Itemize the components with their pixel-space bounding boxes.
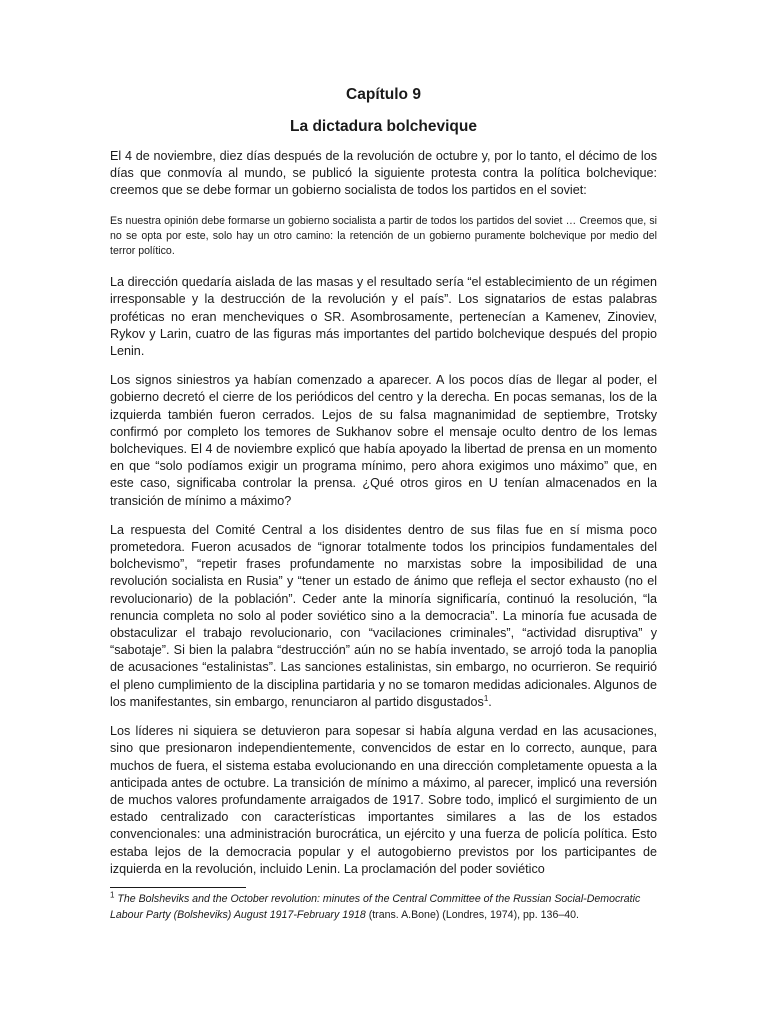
footnote xyxy=(110,891,657,923)
paragraph-4: La respuesta del Comité Central a los disidentes dentro de sus filas fue en sí misma poco prometedora. Fueron acusados de “ignorar totalmente todos los principios fundamentales del bolchevismo”, “repetir frases profundamente no marxistas sobre la imposibilidad de una revolución socialista en Rusia” y “tener un estado de ánimo que refleja el sector exhausto (no el revolucionario) de la población”. Ceder ante la minoría significaría, continuó la resolución, “la renuncia completa no solo al poder soviético sino a la democracia”. La minoría fue acusada de obstaculizar el trabajo revolucionario, con “vacilaciones criminales”, “actividad disruptiva” y “sabotaje”. Si bien la palabra “destrucción” aún no se había inventado, se arrojó toda la panoplia de acusaciones “estalinistas”. Las sanciones estalinistas, sin embargo, no ocurrieron. Se requirió el pleno cumplimiento de la disciplina partidaria y no se tomaron medidas adicionales. Algunos de los manifestantes, sin embargo, renunciaron al partido disgustados$^1$. xyxy=(110,522,657,709)
paragraph-4-text: La respuesta del Comité Central a los disidentes dentro de sus filas fue en sí misma poco prometedora. Fueron acusados de “ignorar totalmente todos los principios fundamentales del bolchevismo”, “repetir frases profundamente no marxistas sobre la imposibilidad de una revolución socialista en Rusia” y “tener un estado de ánimo que refleja el sector exhausto (no el revolucionario) de la población”. Ceder ante la minoría significaría, continuó la resolución, “la renuncia completa no solo al poder soviético sino a la democracia”. La minoría fue acusada de obstaculizar el trabajo revolucionario, con “vacilaciones criminales”, “actividad disruptiva” y “sabotaje”. Si bien la palabra “destrucción” aún no se había inventado, se arrojó toda la panoplia de acusaciones “estalinistas”. Las sanciones estalinistas, sin embargo, no ocurrieron. Se requirió el pleno cumplimiento de la disciplina partidaria y no se tomaron medidas adicionales. Algunos de los manifestantes, sin embargo, renunciaron al partido disgustados xyxy=(110,522,657,709)
chapter-number: Capítulo 9 xyxy=(346,86,421,103)
paragraph-2: La dirección quedaría aislada de las masas y el resultado sería “el establecimiento de un régimen irresponsable y la destrucción de la revolución y el país”. Los signatarios de estas palabras proféticas no eran mencheviques o SR. Asombrosamente, pertenecían a Kamenev, Zinoviev, Rykov y Larin, cuatro de las figuras más importantes del partido bolchevique después del propio Lenin. xyxy=(110,275,657,359)
footnote-marker: 1 xyxy=(110,890,115,900)
paragraph-1: El 4 de noviembre, diez días después de la revolución de octubre y, por lo tanto, el décimo de los días que conmovía al mundo, se publicó la siguiente protesta contra la política bolchevique: creemos que se debe formar un gobierno socialista de todos los partidos en el soviet: xyxy=(110,149,657,198)
footnote-source-details: (trans. A.Bone) (Londres, 1974), pp. 136–40. xyxy=(365,909,579,921)
page-body xyxy=(110,82,657,890)
footnote-source-title: The Bolsheviks and the October revolution: minutes of the Central Committee of the Russian Social-Democratic Labour Party (Bolsheviks) August 1917-February 1918 xyxy=(110,893,641,921)
chapter-title: La dictadura bolchevique xyxy=(290,118,477,135)
paragraph-5: Los líderes ni siquiera se detuvieron para sopesar si había alguna verdad en las acusaciones, sino que presionaron independientemente, convencidos de estar en lo correcto, aunque, para muchos de fuera, el sistema estaba evolucionando en una dirección completamente opuesta a la anticipada antes de octubre. La transición de mínimo a máximo, al parecer, implicó una reversión de muchos valores profundamente arraigados de 1917. Sobre todo, implicó el surgimiento de un estado centralizado con características importantes similares a las de los estados convencionales: una administración burocrática, un ejército y una fuerza de policía política. Esto estaba lejos de la democracia popular y el autogobierno previstos por los participantes de izquierda en la revolución, incluido Lenin. La proclamación del poder soviético xyxy=(110,724,657,876)
footnote-reference[interactable]: 1 xyxy=(483,693,489,703)
footnote-separator xyxy=(110,887,246,888)
paragraph-3: Los signos siniestros ya habían comenzado a aparecer. A los pocos días de llegar al poder, el gobierno decretó el cierre de los periódicos del centro y la derecha. En pocas semanas, los de la izquierda también fueron cerrados. Lejos de su falsa magnanimidad de septiembre, Trotsky confirmó por completo los temores de Sukhanov sobre el mensaje oculto dentro de los lemas bolcheviques. El 4 de noviembre explicó que había apoyado la libertad de prensa en un momento en que “solo podíamos exigir un programa mínimo, pero ahora exigimos uno máximo” que, en este caso, significaba controlar la prensa. ¿Qué otros giros en U tenían almacenados en la transición de mínimo a máximo? xyxy=(110,373,657,508)
block-quote: Es nuestra opinión debe formarse un gobierno socialista a partir de todos los partidos del soviet … Creemos que, si no se opta por este, solo hay un otro camino: la retención de un gobierno puramente bolchevique por medio del terror político. xyxy=(110,214,657,258)
